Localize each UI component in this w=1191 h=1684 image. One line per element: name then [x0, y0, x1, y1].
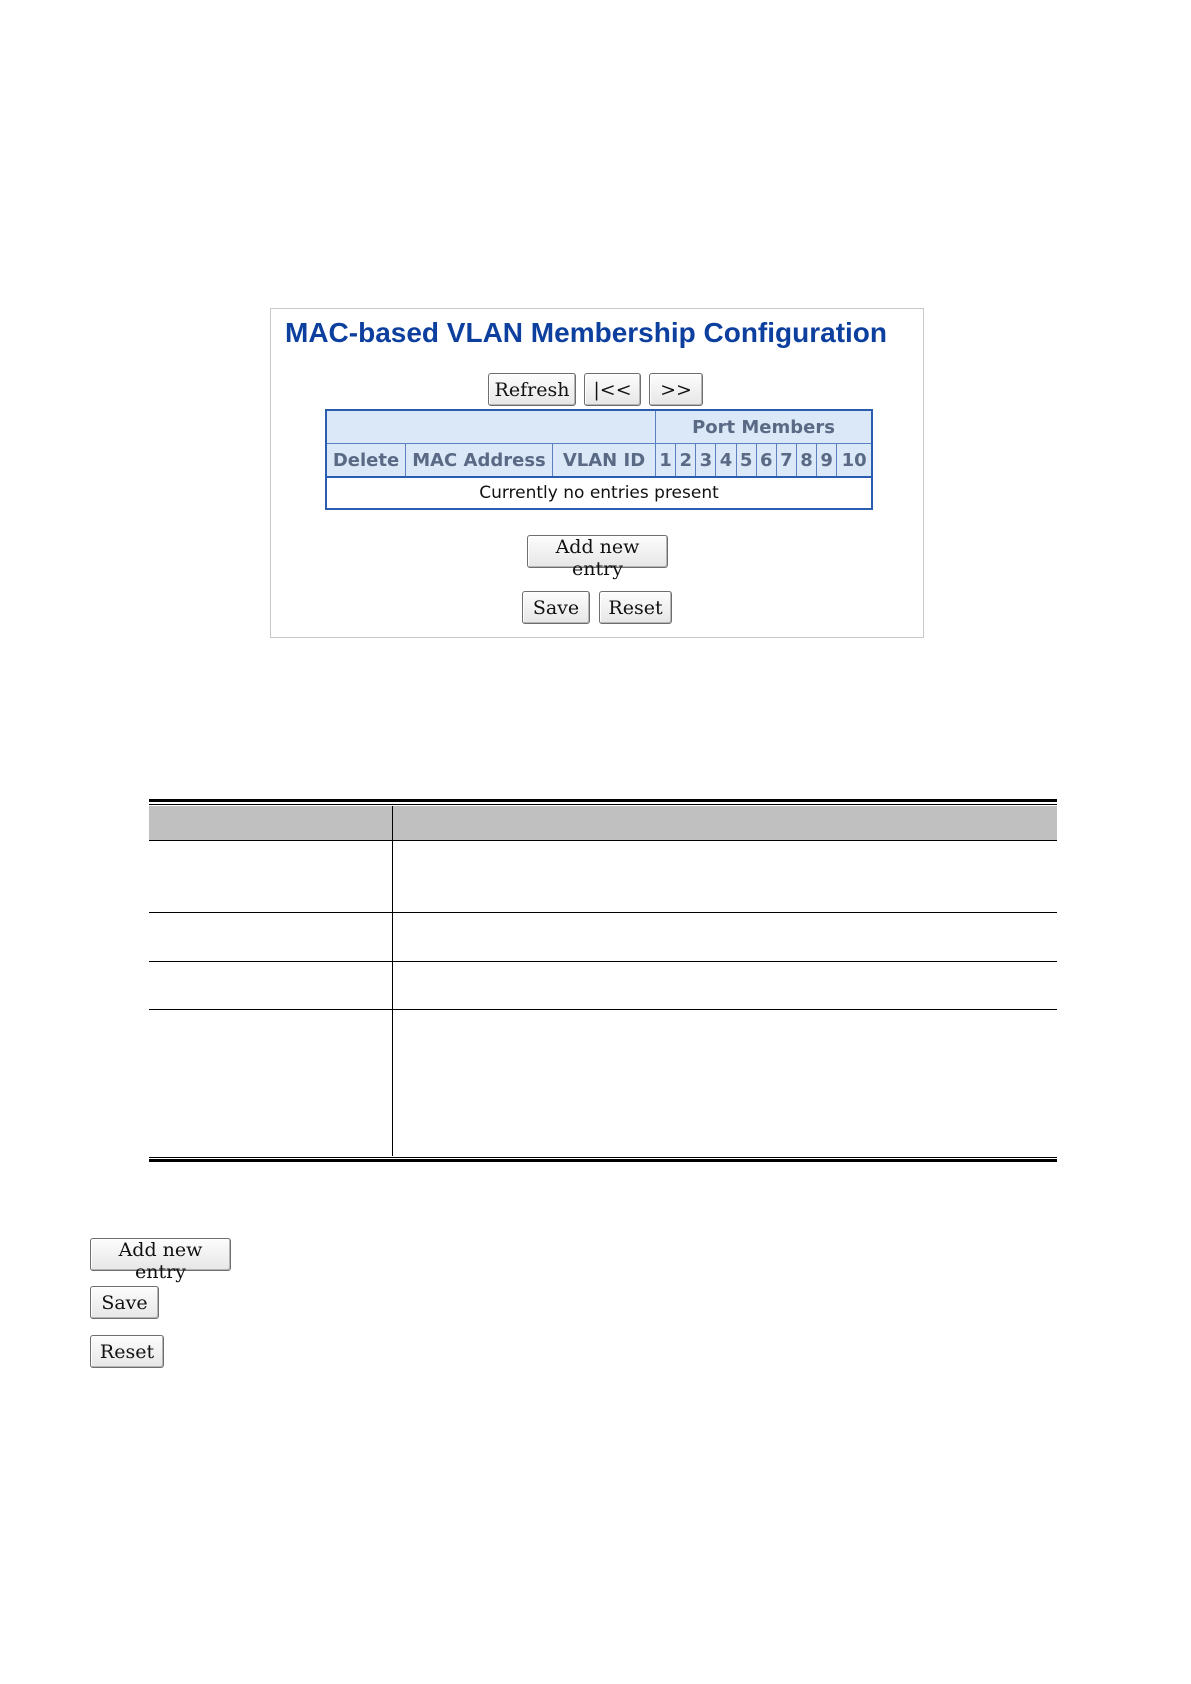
table-top-rule-thin	[149, 804, 1057, 805]
table-bottom-rule	[149, 1159, 1057, 1162]
port-4-header: 4	[716, 444, 736, 478]
row-divider	[149, 1009, 1057, 1010]
save-button[interactable]: Save	[90, 1286, 159, 1319]
column-divider	[392, 806, 393, 1156]
reset-button[interactable]: Reset	[90, 1335, 164, 1368]
port-5-header: 5	[736, 444, 756, 478]
save-button[interactable]: Save	[522, 591, 590, 624]
mac-vlan-config-panel	[270, 308, 924, 638]
port-6-header: 6	[756, 444, 776, 478]
mac-vlan-table	[325, 409, 873, 510]
table-header-band	[149, 806, 1057, 840]
port-8-header: 8	[796, 444, 816, 478]
table-row	[326, 477, 872, 509]
table-bottom-rule-thin	[149, 1157, 1057, 1158]
row-divider	[149, 961, 1057, 962]
parameter-description-table	[149, 799, 1057, 1162]
add-new-entry-button[interactable]: Add new entry	[527, 535, 668, 568]
header-blank-cell	[326, 410, 656, 444]
table-header-row	[326, 444, 872, 478]
refresh-button[interactable]: Refresh	[488, 373, 576, 406]
port-7-header: 7	[776, 444, 796, 478]
row-divider	[149, 912, 1057, 913]
first-page-button[interactable]: |<<	[584, 373, 641, 406]
add-new-entry-button[interactable]: Add new entry	[90, 1238, 231, 1271]
empty-message: Currently no entries present	[326, 477, 872, 509]
port-10-header: 10	[837, 444, 872, 478]
page-title: MAC-based VLAN Membership Configuration	[285, 317, 888, 348]
port-3-header: 3	[696, 444, 716, 478]
table-top-rule	[149, 799, 1057, 802]
port-2-header: 2	[676, 444, 696, 478]
port-members-header: Port Members	[656, 410, 873, 444]
table-header-separator	[149, 840, 1057, 841]
mac-address-column-header: MAC Address	[406, 444, 553, 478]
port-1-header: 1	[656, 444, 676, 478]
reset-button[interactable]: Reset	[599, 591, 672, 624]
delete-column-header: Delete	[326, 444, 406, 478]
next-page-button[interactable]: >>	[649, 373, 703, 406]
table-header-row-group	[326, 410, 872, 444]
port-9-header: 9	[817, 444, 837, 478]
vlan-id-column-header: VLAN ID	[553, 444, 656, 478]
